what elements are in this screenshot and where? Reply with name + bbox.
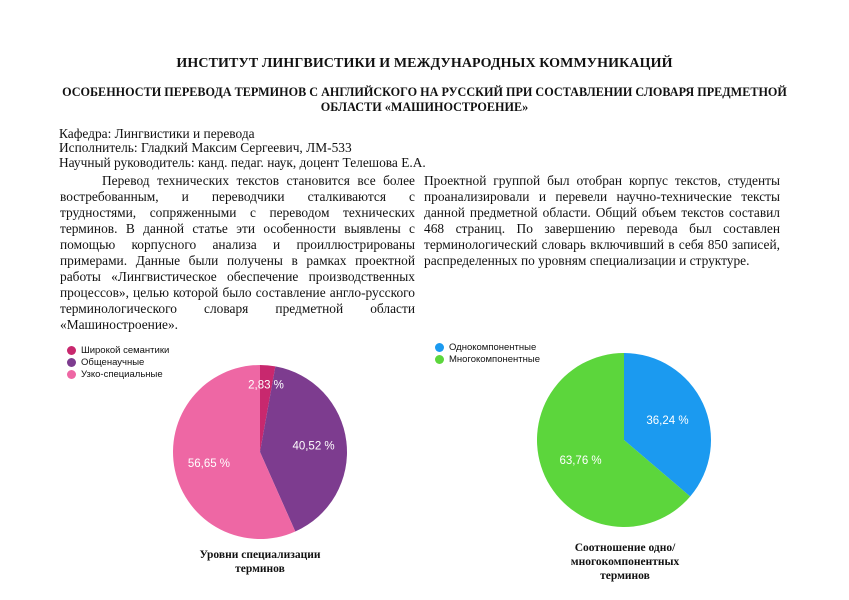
legend-label: Широкой семантики [81,344,170,356]
article-title [60,85,789,115]
author-line: Исполнитель: Гладкий Максим Сергеевич, ЛМ-533 [59,140,352,156]
legend-label: Однокомпонентные [449,341,537,353]
legend-label: Узко-специальные [81,368,163,380]
legend-swatch [67,370,76,379]
legend-item [67,368,169,380]
article-title-line2: ОБЛАСТИ «МАШИНОСТРОЕНИЕ» [320,100,529,114]
caption-line: многокомпонентных [570,556,680,568]
legend-label: Общенаучные [81,356,145,368]
chart-caption-components [545,541,705,583]
department-line: Кафедра: Лингвистики и перевода [59,126,255,141]
pie-chart-specialization [160,352,360,552]
supervisor-line: Научный руководитель: канд. педаг. наук, доцент Телешова Е.А. [59,154,426,170]
body-left-column: Перевод технических текстов становится все более востребованным, и переводчики сталкиваются с трудностями, сопряженными с переводом технических терминов. В данной статье эти особенности выявлены с помощью корпусного анализа и проиллюстрированы примерами. Данные были получены в рамках проектной работы «Лингвистическое обеспечение производственных процессов», целью которой было составление англо-русского терминологического словаря предметной области «Машиностроение». [60,173,415,332]
legend-specialization [67,344,169,380]
caption-line: Соотношение одно/ [574,542,676,554]
pie-slice-label: 56,65 % [187,457,231,470]
legend-swatch [435,343,444,352]
legend-label: Многокомпонентные [449,353,540,365]
pie-chart-components [524,340,724,540]
pie-slice-label: 2,83 % [248,379,284,392]
pie-slice-label: 63,76 % [559,455,602,468]
pie-slice-label: 36,24 % [646,414,689,427]
institute-title: ИНСТИТУТ ЛИНГВИСТИКИ И МЕЖДУНАРОДНЫХ КОММУНИКАЦИЙ [176,56,673,71]
legend-swatch [67,346,76,355]
body-right-column: Проектной группой был отобран корпус текстов, студенты проанализировали и перевели научно-технические тексты данной предметной области. Общий объем текстов составил 468 страниц. По завершению перевода был составлен терминологический словарь включивший в себя 850 записей, распределенных по уровням специализации и структуре. [424,173,780,268]
chart-caption-specialization [180,548,340,576]
author-info [59,127,426,170]
caption-line: терминов [235,563,285,575]
legend-item [67,356,169,368]
caption-line: терминов [600,570,650,582]
legend-swatch [435,355,444,364]
caption-line: Уровни специализации [199,549,321,561]
pie-slice-label: 40,52 % [292,440,335,453]
article-title-line1: ОСОБЕННОСТИ ПЕРЕВОДА ТЕРМИНОВ С АНГЛИЙСКОГО НА РУССКИЙ ПРИ СОСТАВЛЕНИИ СЛОВАРЯ ПРЕДМЕТНОЙ [62,85,787,99]
legend-swatch [67,358,76,367]
legend-item [67,344,169,356]
